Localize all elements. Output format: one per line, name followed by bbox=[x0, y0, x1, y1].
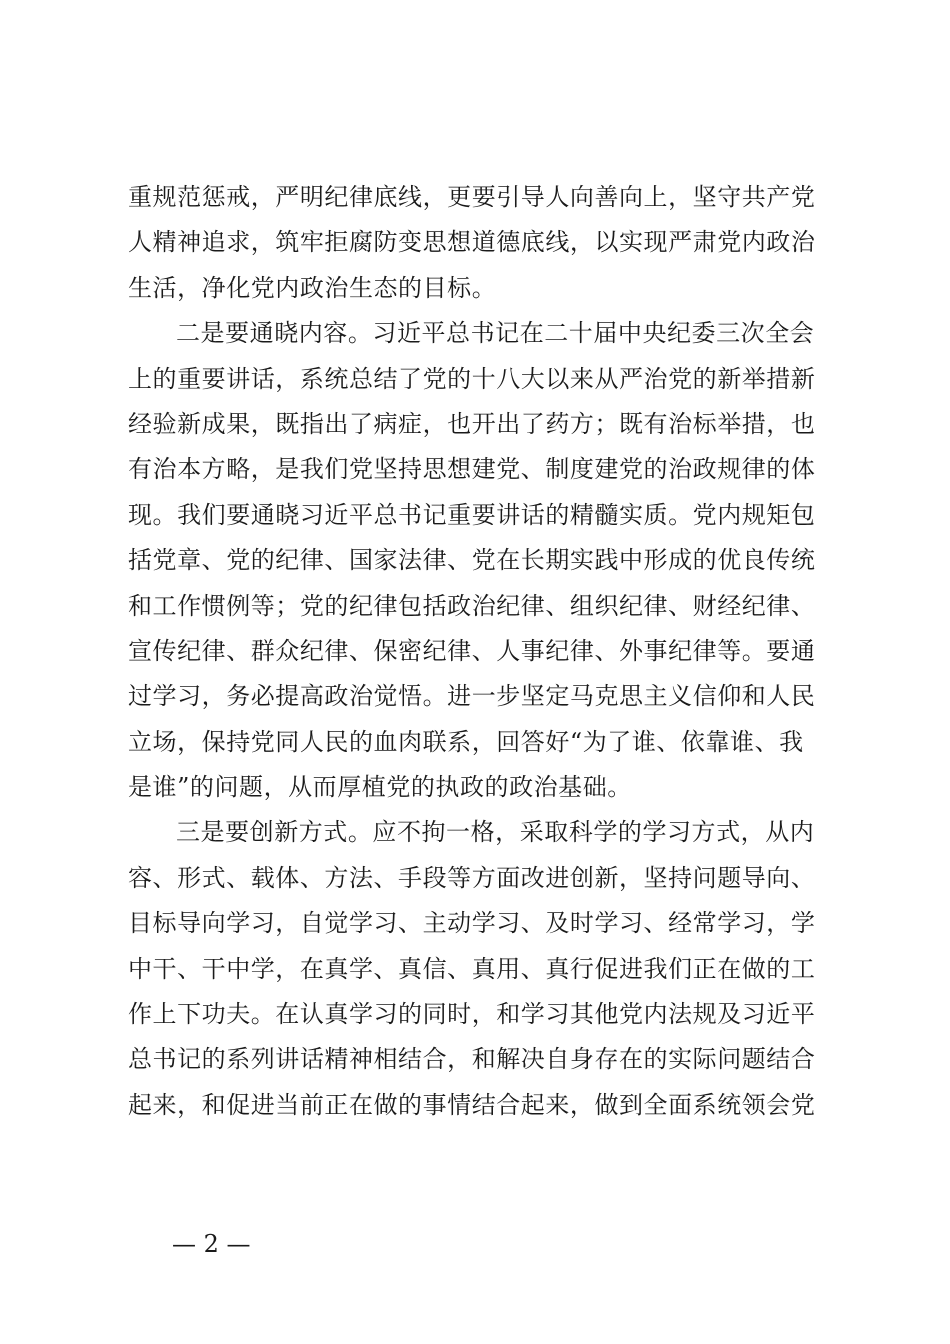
text-line: 生活，净化党内政治生态的目标。 bbox=[128, 273, 497, 302]
text-line: 立场，保持党同人民的血肉联系，回答好“为了谁、依靠谁、我 bbox=[128, 727, 804, 756]
text-line: 经验新成果，既指出了病症，也开出了药方；既有治标举措，也 bbox=[128, 409, 816, 438]
text-line: 上的重要讲话，系统总结了党的十八大以来从严治党的新举措新 bbox=[128, 364, 816, 393]
text-line: 总书记的系列讲话精神相结合，和解决自身存在的实际问题结合 bbox=[128, 1045, 816, 1074]
text-line: 容、形式、载体、方法、手段等方面改进创新，坚持问题导向、 bbox=[128, 863, 816, 892]
text-line: 作上下功夫。在认真学习的同时，和学习其他党内法规及习近平 bbox=[128, 1000, 816, 1029]
text-line: 和工作惯例等；党的纪律包括政治纪律、组织纪律、财经纪律、 bbox=[128, 591, 816, 620]
text-line: 有治本方略，是我们党坚持思想建党、制度建党的治政规律的体 bbox=[128, 455, 816, 484]
text-line: 是谁”的问题，从而厚植党的执政的政治基础。 bbox=[128, 773, 632, 802]
text-line: 目标导向学习，自觉学习、主动学习、及时学习、经常学习，学 bbox=[128, 909, 816, 938]
text-line: 现。我们要通晓习近平总书记重要讲话的精髓实质。党内规矩包 bbox=[128, 500, 816, 529]
text-line: 重规范惩戒，严明纪律底线，更要引导人向善向上，坚守共产党 bbox=[128, 183, 816, 211]
text-line: 括党章、党的纪律、国家法律、党在长期实践中形成的优良传统 bbox=[128, 546, 816, 575]
paragraph-start-line: 三是要创新方式。应不拘一格，采取科学的学习方式，从内 bbox=[176, 818, 815, 847]
text-line: 宣传纪律、群众纪律、保密纪律、人事纪律、外事纪律等。要通 bbox=[128, 636, 816, 665]
paragraph-start-line: 二是要通晓内容。习近平总书记在二十届中央纪委三次全会 bbox=[176, 319, 815, 348]
page-number: — 2 — bbox=[172, 1230, 251, 1258]
text-line: 人精神追求，筑牢拒腐防变思想道德底线，以实现严肃党内政治 bbox=[128, 228, 816, 257]
text-line: 起来，和促进当前正在做的事情结合起来，做到全面系统领会党 bbox=[128, 1090, 816, 1119]
body-text bbox=[128, 175, 832, 1128]
text-line: 过学习，务必提高政治觉悟。进一步坚定马克思主义信仰和人民 bbox=[128, 682, 816, 711]
text-line: 中干、干中学，在真学、真信、真用、真行促进我们正在做的工 bbox=[128, 954, 816, 983]
